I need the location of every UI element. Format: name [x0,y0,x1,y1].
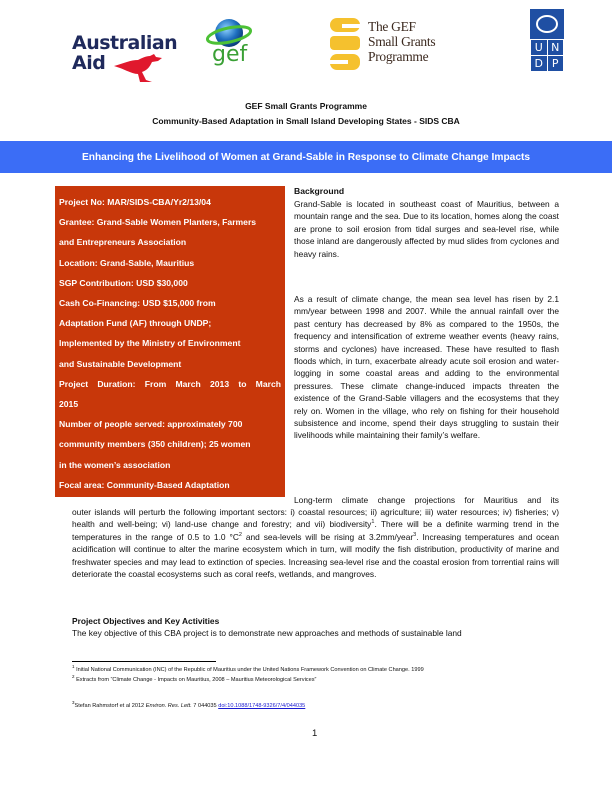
para3-part-a: outer islands will perturb the following important sectors: i) coastal resources; ii) agriculture; iii) water resources; iv) fisheries; v) health and well-being; vi) land-use change and forestry; and vii) biodiversity [72,507,559,530]
para3-part-d: . Increasing temperatures and ocean acidification will continue to alter the marine ecosystem which in turn, will modify the fish distribution, productivity of marine and freshwater species and may lead to extinction of species. Increasing sea-level rise and the coastal erosion from torrential rains will deteriorate the coastal ecosystems such as coral reefs, wetlands, and mangroves. [72,531,559,580]
page-number: 1 [312,728,318,739]
australian-aid-line1: Australian [72,32,178,54]
project-info-row: Project Duration: From March 2013 to March [59,378,281,389]
background-paragraph-2: As a result of climate change, the mean sea level has risen by 2.1 mm/year between 1998 and 2007. While the annual rainfall over the past century has decreased by 8% as compared to the 1950s, the frequency and intensification of extreme weather events (heavy rains, storms and cyclones) have increased. These have resulted to flash floods which, in turn, exacerbate already acute soil erosion and water-logging in some coastal areas and adding to the environmental pressures. These climate change-induced impacts threaten the existence of the Grand-Sable villagers and the ecosystems that they rely on. Women in the village, who rely on fishing for their household subsistence and income, spend their days struggling to sustain their livelihoods while maintaining their family’s welfare. [294,294,559,441]
undp-logo [530,9,564,72]
project-info-row: 2015 [59,399,79,410]
footnote-3-journal: Environ. Res. Lett. [145,703,192,709]
project-info-row: Focal area: Community-Based Adaptation [59,479,230,490]
australian-aid-line2: Aid [72,52,106,74]
background-heading: Background [294,186,345,196]
project-info-row: Number of people served: approximately 700 [59,419,243,430]
project-info-row: Project No: MAR/SIDS-CBA/Yr2/13/04 [59,197,211,207]
footnote-3-text: Stefan Rahmstorf et al 2012 [74,703,146,709]
para3-part-c: and sea-levels will be rising at 3.2mm/year [241,531,414,542]
background-paragraph-3 [72,506,559,580]
project-info-row: and Sustainable Development [59,358,182,369]
footnote-2-text: Extracts from “Climate Change - Impacts on Mauritius, 2008 – Mauritius Meteorological Services” [74,677,317,683]
footnote-2-mark: 2 [72,674,75,680]
undp-letters [531,40,563,71]
background-paragraph-3-first-line: Long-term climate change projections for Mauritius and its [294,495,559,505]
gef-logo [203,16,253,76]
undp-letter: P [548,56,564,71]
un-emblem-icon [536,15,558,33]
project-info-row: Implemented by the Ministry of Environment [59,338,241,349]
footnote-ref-1[interactable]: 1 [371,519,375,526]
superscript-2: 2 [238,532,242,539]
project-info-row: community members (350 children); 25 women [59,439,251,450]
australian-aid-logo [72,34,187,84]
sgp-line1: The GEF [368,19,416,34]
project-info-row: in the women’s association [59,459,171,470]
programme-title: GEF Small Grants Programme [245,101,367,111]
doi-link[interactable]: doi:10.1088/1748-9326/7/4/044035 [218,703,306,709]
footnote-separator [72,661,216,662]
undp-letter: D [531,56,547,71]
footnote-1-text: Initial National Communication (INC) of the Republic of Mauritius under the United Nations Framework Convention on Climate Change. 1999 [74,667,424,673]
objectives-heading: Project Objectives and Key Activities [72,616,220,626]
footnote-2 [72,674,317,683]
objectives-text: The key objective of this CBA project is to demonstrate new approaches and methods of sustainable land [72,628,462,638]
para3-part-b: . There will be a definite warming trend in the temperatures in the range of 0.5 to 1.0 °C [72,519,559,542]
sgp-logo [328,16,453,72]
footnote-1-mark: 1 [72,664,75,670]
undp-letter: U [531,40,547,55]
project-info-box [55,186,285,497]
programme-subtitle: Community-Based Adaptation in Small Island Developing States - SIDS CBA [152,116,460,126]
kangaroo-icon [112,54,166,84]
project-info-row: and Entrepreneurs Association [59,237,187,248]
project-info-row: SGP Contribution: USD $30,000 [59,277,188,288]
footnote-ref-3[interactable]: 3 [413,532,417,539]
project-title-banner [0,141,612,173]
undp-letter: N [548,40,564,55]
gef-text: gef [212,42,248,67]
sgp-line2: Small Grants [368,34,436,49]
footnote-3 [72,700,306,709]
project-title: Enhancing the Livelihood of Women at Grand-Sable in Response to Climate Change Impacts [81,151,531,163]
project-info-row: Cash Co-Financing: USD $15,000 from [59,298,216,309]
footnote-1 [72,664,424,673]
footnote-3-rest: 7 044035 [191,703,219,709]
sgp-mark-icon [328,16,364,72]
sgp-line3: Programme [368,49,429,64]
project-info-row: Location: Grand-Sable, Mauritius [59,257,195,268]
footnote-3-mark: 3 [72,700,75,706]
sgp-wordmark [368,19,435,64]
background-paragraph-1: Grand-Sable is located in southeast coast of Mauritius, between a mountain range and the sea. Due to its location, homes along the coast are prone to soil erosion from tidal surges and sea-level rise, while those inland are dangerously affected by mud slides from cyclones and heavy rains. [294,199,559,259]
project-info-row: Grantee: Grand-Sable Women Planters, Farmers [59,217,257,228]
project-info-row: Adaptation Fund (AF) through UNDP; [59,318,212,329]
